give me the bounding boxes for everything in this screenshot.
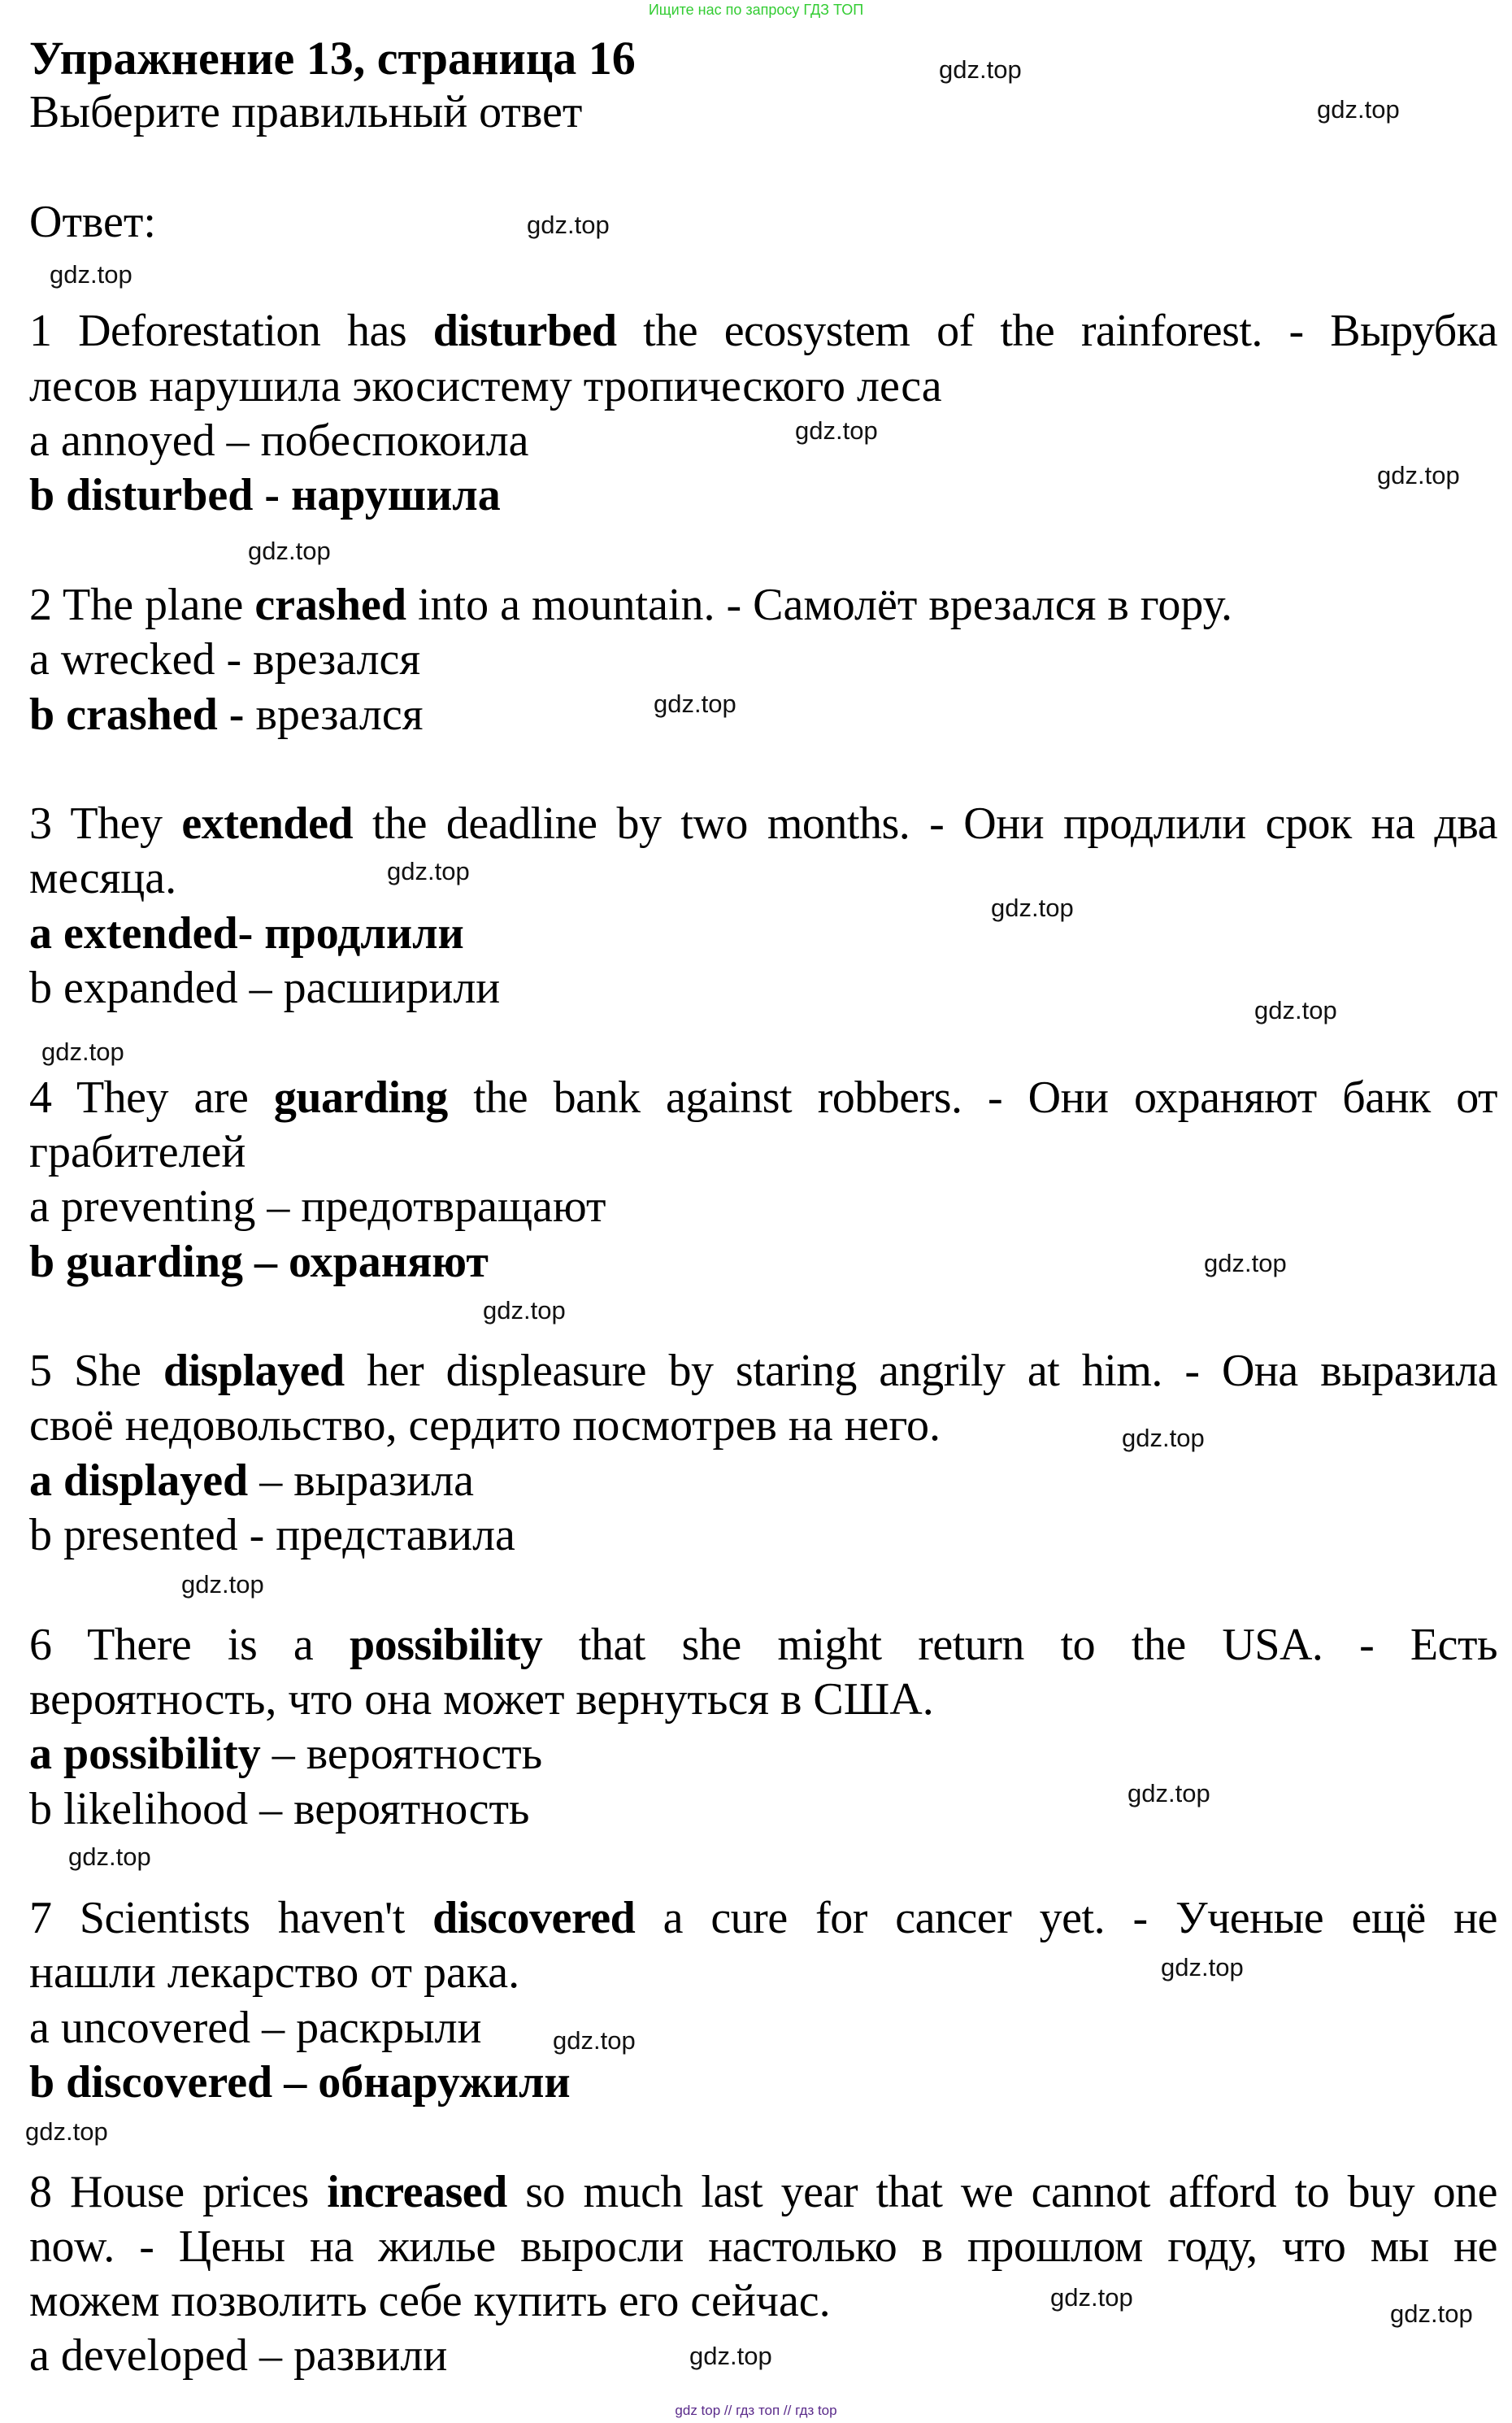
watermark: gdz.top xyxy=(181,1570,264,1599)
watermark: gdz.top xyxy=(25,2117,108,2146)
text: into a mountain. - Самолёт врезался в гору. xyxy=(406,579,1232,630)
bold-text: b guarding – охраняют xyxy=(29,1236,489,1287)
text: a developed – развили xyxy=(29,2330,448,2382)
bold-text: extended xyxy=(181,798,354,850)
watermark: gdz.top xyxy=(689,2342,772,2370)
text: a annoyed – побеспокоила xyxy=(29,415,529,467)
exercise-item xyxy=(29,578,1497,797)
top-banner: Ищите нас по запросу ГДЗ ТОП xyxy=(648,2,864,18)
page-subtitle-text: Выберите правильный ответ xyxy=(29,87,583,138)
item-line xyxy=(29,414,1497,468)
text: можем позволить себе купить его сейчас. xyxy=(29,2276,831,2327)
text: вероятность, что она может вернуться в США. xyxy=(29,1673,934,1725)
watermark: gdz.top xyxy=(387,857,470,885)
watermark: gdz.top xyxy=(795,416,878,445)
text: b expanded – расширили xyxy=(29,963,501,1014)
item-line xyxy=(29,1727,1497,1781)
watermark: gdz.top xyxy=(1122,1424,1205,1452)
text: her displeasure by staring angrily at him. - Она выразила xyxy=(344,1346,1497,1397)
bold-text: crashed xyxy=(254,579,406,630)
exercise-item xyxy=(29,1618,1497,1891)
item-line xyxy=(29,2055,1497,2110)
text: the ecosystem of the rainforest. - Вырубка xyxy=(616,306,1497,357)
watermark: gdz.top xyxy=(1254,996,1337,1024)
item-line xyxy=(29,1508,1497,1563)
bold-text: b discovered – обнаружили xyxy=(29,2056,571,2108)
text: лесов нарушила экосистему тропического леса xyxy=(29,360,942,411)
item-line xyxy=(29,2274,1497,2329)
text: b likelihood – вероятность xyxy=(29,1783,530,1834)
text: a preventing – предотвращают xyxy=(29,1181,606,1233)
item-line xyxy=(29,1673,1497,1727)
text: a uncovered – раскрыли xyxy=(29,2002,482,2053)
text: месяца. xyxy=(29,853,177,904)
exercise-item xyxy=(29,797,1497,1070)
text: the bank against robbers. - Они охраняют банк от xyxy=(447,1072,1497,1123)
item-line xyxy=(29,359,1497,414)
text: своё недовольство, сердито посмотрев на него. xyxy=(29,1400,941,1451)
text: 2 The plane xyxy=(29,579,255,630)
item-line xyxy=(29,468,1497,523)
bold-text: guarding xyxy=(273,1072,448,1123)
item-line xyxy=(29,1891,1497,1946)
item-line xyxy=(29,633,1497,687)
watermark: gdz.top xyxy=(1377,461,1460,489)
text: 4 They are xyxy=(29,1072,274,1123)
text: 7 Scientists haven't xyxy=(29,1893,433,1944)
text: нашли лекарство от рака. xyxy=(29,1947,520,1999)
answer-label xyxy=(29,195,1497,250)
text: b presented - представила xyxy=(29,1510,515,1561)
text: 1 Deforestation has xyxy=(29,306,433,357)
text: the deadline by two months. - Они продлили срок на два xyxy=(353,798,1497,850)
watermark: gdz.top xyxy=(1390,2299,1473,2328)
item-line xyxy=(29,2001,1497,2055)
text: that she might return to the USA. - Есть xyxy=(542,1619,1497,1670)
bold-text: discovered xyxy=(432,1893,636,1944)
content xyxy=(29,31,1497,2384)
answer-list xyxy=(29,304,1497,2383)
bold-text: increased xyxy=(327,2166,507,2217)
exercise-item xyxy=(29,1071,1497,1344)
bold-text: a possibility xyxy=(29,1729,261,1780)
item-line xyxy=(29,1618,1497,1673)
item-line xyxy=(29,1454,1497,1508)
item-line xyxy=(29,1180,1497,1234)
item-line xyxy=(29,304,1497,359)
item-line xyxy=(29,688,1497,742)
text: 5 She xyxy=(29,1346,163,1397)
text: 6 There is a xyxy=(29,1619,350,1670)
text: грабителей xyxy=(29,1126,246,1177)
watermark: gdz.top xyxy=(1204,1249,1287,1277)
item-line xyxy=(29,2220,1497,2274)
text: врезался xyxy=(255,689,424,740)
text: a cure for cancer yet. - Ученые ещё не xyxy=(635,1893,1497,1944)
watermark: gdz.top xyxy=(1127,1779,1210,1807)
bold-text: disturbed xyxy=(432,306,617,357)
bottom-banner: gdz top // гдз топ // гдз top xyxy=(675,2403,837,2418)
page-title xyxy=(29,31,1497,85)
text: – вероятность xyxy=(260,1729,543,1780)
watermark: gdz.top xyxy=(991,894,1074,922)
bold-text: displayed xyxy=(163,1346,345,1397)
watermark: gdz.top xyxy=(1161,1953,1244,1981)
text: – выразила xyxy=(248,1455,475,1506)
watermark: gdz.top xyxy=(527,211,610,239)
text: 3 They xyxy=(29,798,182,850)
text: 8 House prices xyxy=(29,2166,328,2217)
watermark: gdz.top xyxy=(41,1037,124,1066)
bold-text: a extended- продлили xyxy=(29,907,464,959)
item-line xyxy=(29,578,1497,633)
bold-text: possibility xyxy=(349,1619,543,1670)
item-line xyxy=(29,797,1497,851)
page-title-text: Упражнение 13, страница 16 xyxy=(29,32,636,85)
bold-text: a displayed xyxy=(29,1455,249,1506)
watermark: gdz.top xyxy=(50,260,133,289)
watermark: gdz.top xyxy=(248,537,331,565)
watermark: gdz.top xyxy=(1317,95,1400,124)
item-line xyxy=(29,2165,1497,2220)
text: a wrecked - врезался xyxy=(29,634,421,685)
exercise-item xyxy=(29,1891,1497,2164)
watermark: gdz.top xyxy=(939,55,1022,84)
page-subtitle xyxy=(29,85,1497,140)
item-line xyxy=(29,1071,1497,1125)
bold-text: b crashed - xyxy=(29,689,256,740)
watermark: gdz.top xyxy=(483,1296,566,1325)
text: so much last year that we cannot afford to buy one xyxy=(506,2166,1497,2217)
item-line xyxy=(29,907,1497,961)
watermark: gdz.top xyxy=(68,1842,151,1871)
item-line xyxy=(29,1399,1497,1453)
bold-text: b disturbed - нарушила xyxy=(29,470,501,521)
item-line xyxy=(29,851,1497,906)
text: now. - Цены на жилье выросли настолько в прошлом году, что мы не xyxy=(29,2221,1497,2272)
item-line xyxy=(29,1125,1497,1180)
watermark: gdz.top xyxy=(654,689,736,718)
watermark: gdz.top xyxy=(1050,2283,1133,2312)
watermark: gdz.top xyxy=(553,2026,636,2055)
item-line xyxy=(29,1782,1497,1837)
answer-label-text: Ответ: xyxy=(29,196,156,247)
item-line xyxy=(29,1344,1497,1399)
item-line xyxy=(29,1946,1497,2000)
